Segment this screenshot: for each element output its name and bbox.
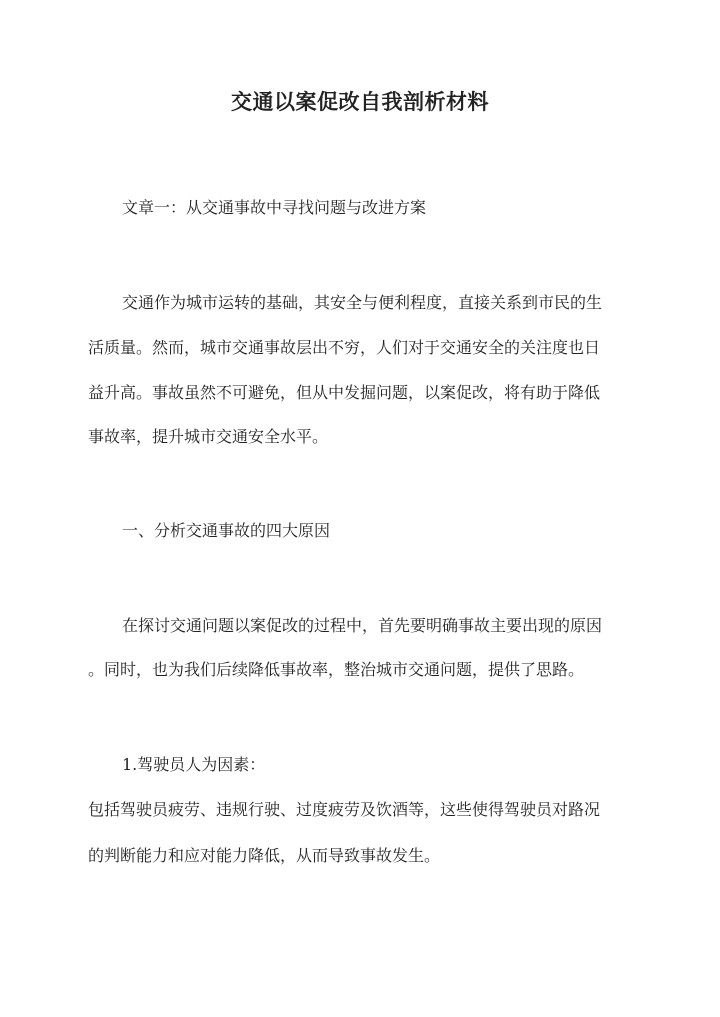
intro-paragraph-line-3: 益升高。事故虽然不可避免，但从中发掘问题，以案促改，将有助于降低 [88, 383, 601, 402]
section-one-heading: 一、分析交通事故的四大原因 [122, 521, 331, 540]
intro-paragraph-line-1: 交通作为城市运转的基础，其安全与便利程度，直接关系到市民的生 [122, 293, 603, 312]
document-title: 交通以案促改自我剖析材料 [231, 89, 489, 114]
section-one-paragraph-line-1: 在探讨交通问题以案促改的过程中，首先要明确事故主要出现的原因 [122, 616, 603, 635]
item-one-paragraph-line-1: 包括驾驶员疲劳、违规行驶、过度疲劳及饮酒等，这些使得驾驶员对路况 [88, 800, 601, 819]
intro-paragraph-line-4: 事故率，提升城市交通安全水平。 [88, 427, 329, 446]
item-one-heading: 1.驾驶员人为因素： [122, 755, 266, 774]
item-one-paragraph-line-2: 的判断能力和应对能力降低，从而导致事故发生。 [88, 846, 441, 865]
section-one-paragraph-line-2: 。同时，也为我们后续降低事故率，整治城市交通问题，提供了思路。 [88, 660, 585, 679]
intro-paragraph-line-2: 活质量。然而，城市交通事故层出不穷，人们对于交通安全的关注度也日 [88, 338, 601, 357]
article-heading: 文章一：从交通事故中寻找问题与改进方案 [122, 198, 427, 217]
